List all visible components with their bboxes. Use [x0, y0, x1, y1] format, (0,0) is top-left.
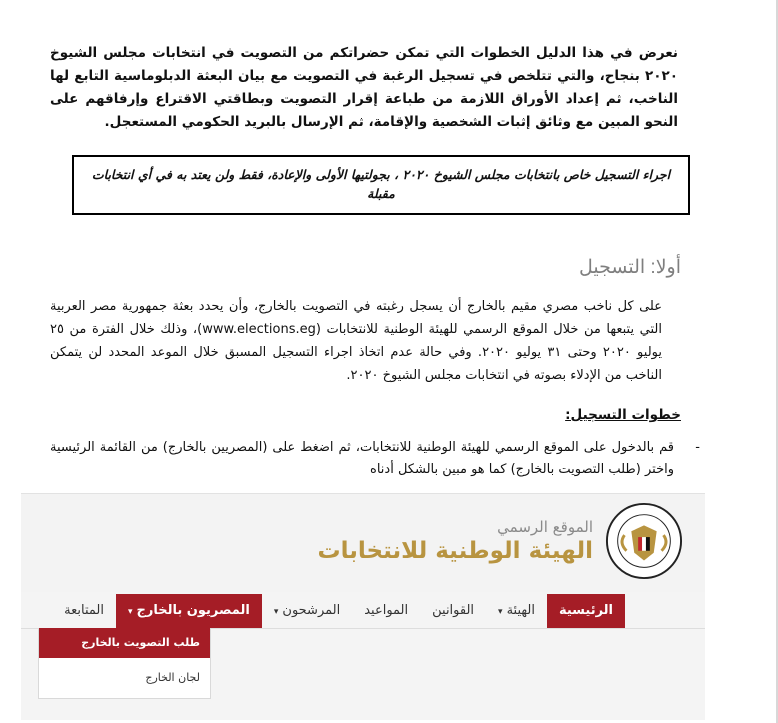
website-screenshot	[21, 493, 705, 720]
step-text: قم بالدخول على الموقع الرسمي للهيئة الوطنية للانتخابات، ثم اضغط على (المصريين بالخارج) من القائمة الرئيسية واختر (طلب التصويت بالخارج) كما هو مبين بالشكل أدناه	[50, 440, 674, 477]
nav-item-monitoring[interactable]	[52, 594, 116, 628]
step-bullet: -	[695, 440, 700, 455]
nav-item-home[interactable]	[547, 594, 625, 628]
nav-item-dates[interactable]	[352, 594, 420, 628]
nav-item-laws[interactable]	[420, 594, 486, 628]
registration-paragraph: على كل ناخب مصري مقيم بالخارج أن يسجل رغبته في التصويت بالخارج، وأن يحدد بعثة جمهورية مصر العربية التي يتبعها من خلال الموقع الرسمي للهيئة الوطنية للانتخابات (www.elections.eg)، وذلك خلال الفترة من ٢٥ يوليو ٢٠٢٠ وحتى ٣١ يوليو ٢٠٢٠. وفي حالة عدم اتخاذ اجراء التسجيل المسبق خلال الموعد المحدد لن يتمكن الناخب من الإدلاء بصوته في انتخابات مجلس الشيوخ ٢٠٢٠.	[50, 299, 662, 383]
site-header	[21, 494, 705, 592]
dropdown-item-committees-abroad[interactable]: لجان الخارج	[145, 671, 200, 684]
nav-item-authority[interactable]	[486, 594, 547, 628]
site-title: الهيئة الوطنية للانتخابات	[317, 538, 593, 564]
nav-item-egyptians-abroad[interactable]	[116, 594, 262, 628]
dropdown-item-vote-request[interactable]: طلب التصويت بالخارج	[39, 628, 210, 658]
nav-label: الرئيسية	[558, 603, 613, 618]
nav-label: المتابعة	[64, 603, 104, 618]
site-navbar	[21, 594, 705, 629]
nav-label: المصريون بالخارج	[136, 603, 250, 618]
abroad-dropdown-menu	[38, 628, 211, 699]
nea-logo-icon	[605, 502, 683, 580]
nav-menu	[52, 594, 705, 628]
nav-label: القوانين	[432, 603, 475, 618]
chevron-down-icon: ▾	[498, 607, 503, 617]
steps-heading: خطوات التسجيل:	[565, 407, 681, 423]
nav-label: المرشحون	[282, 603, 341, 618]
site-subtitle: الموقع الرسمي	[497, 518, 593, 536]
step-item	[50, 437, 700, 481]
section-title: أولا: التسجيل	[579, 257, 681, 278]
nav-label: الهيئة	[506, 603, 535, 618]
nav-item-candidates[interactable]	[262, 594, 352, 628]
intro-paragraph: نعرض في هذا الدليل الخطوات التي تمكن حضراتكم من التصويت في انتخابات مجلس الشيوخ ٢٠٢٠ بنجاح، والتي تتلخص في تسجيل الرغبة في التصويت مع بيان البعثة الدبلوماسية التابع لها الناخب، ثم إعداد الأوراق اللازمة من طباعة إقرار التصويت وبطاقتي الاقتراع وإرفاقهم على النحو المبين مع وثائق إثبات الشخصية والإقامة، ثم الإرسال بالبريد الحكومي المستعجل.	[50, 45, 678, 130]
notice-box: اجراء التسجيل خاص بانتخابات مجلس الشيوخ ٢٠٢٠ ، بجولتيها الأولى والإعادة، فقط ولن يعتد به في أي انتخابات مقبلة	[72, 155, 690, 215]
chevron-down-icon: ▾	[127, 607, 133, 617]
chevron-down-icon: ▾	[273, 607, 279, 617]
nav-label: المواعيد	[364, 603, 409, 618]
